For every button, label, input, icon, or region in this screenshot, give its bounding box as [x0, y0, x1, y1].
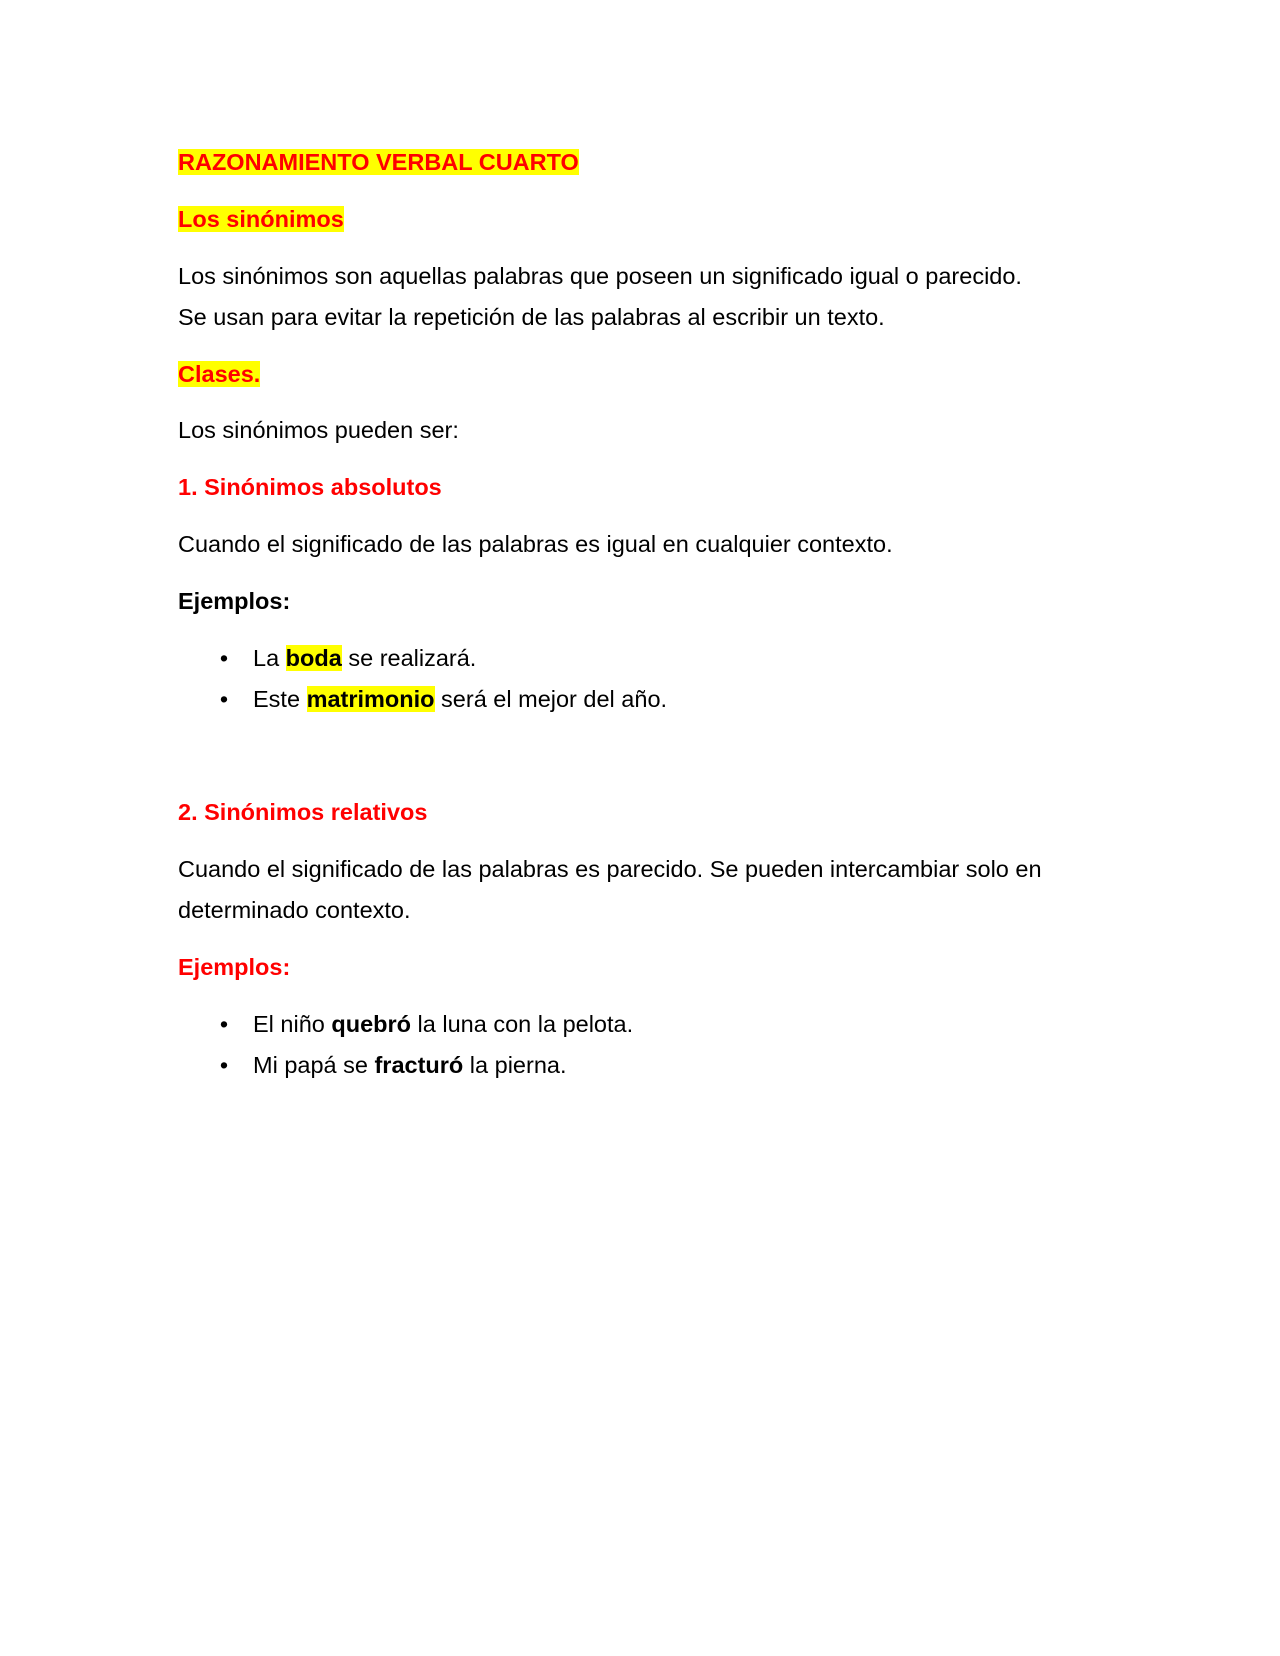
synonym-word: fracturó: [374, 1052, 464, 1078]
document-title: RAZONAMIENTO VERBAL CUARTO: [178, 149, 579, 175]
bullet-icon: •: [219, 1052, 229, 1078]
intro-line-1: Los sinónimos son aquellas palabras que poseen un significado igual o parecido.: [178, 263, 1022, 289]
bullet-icon: •: [219, 645, 229, 671]
absolute-heading: 1. Sinónimos absolutos: [178, 474, 442, 500]
relative-description-line-2: determinado contexto.: [178, 897, 411, 923]
absolute-description: Cuando el significado de las palabras es igual en cualquier contexto.: [178, 531, 893, 557]
intro-line-2: Se usan para evitar la repetición de las palabras al escribir un texto.: [178, 304, 885, 330]
synonym-word: boda: [285, 645, 342, 671]
absolute-examples-label: Ejemplos:: [178, 588, 291, 614]
classes-title: Clases.: [178, 361, 261, 387]
relative-examples-label: Ejemplos:: [178, 954, 291, 980]
synonym-word: matrimonio: [306, 686, 435, 712]
relative-description-line-1: Cuando el significado de las palabras es parecido. Se pueden intercambiar solo en: [178, 856, 1042, 882]
classes-intro: Los sinónimos pueden ser:: [178, 417, 459, 443]
relative-heading: 2. Sinónimos relativos: [178, 799, 428, 825]
bullet-icon: •: [219, 1011, 229, 1037]
bullet-icon: •: [219, 686, 229, 712]
section-title: Los sinónimos: [178, 206, 344, 232]
synonym-word: quebró: [331, 1011, 412, 1037]
